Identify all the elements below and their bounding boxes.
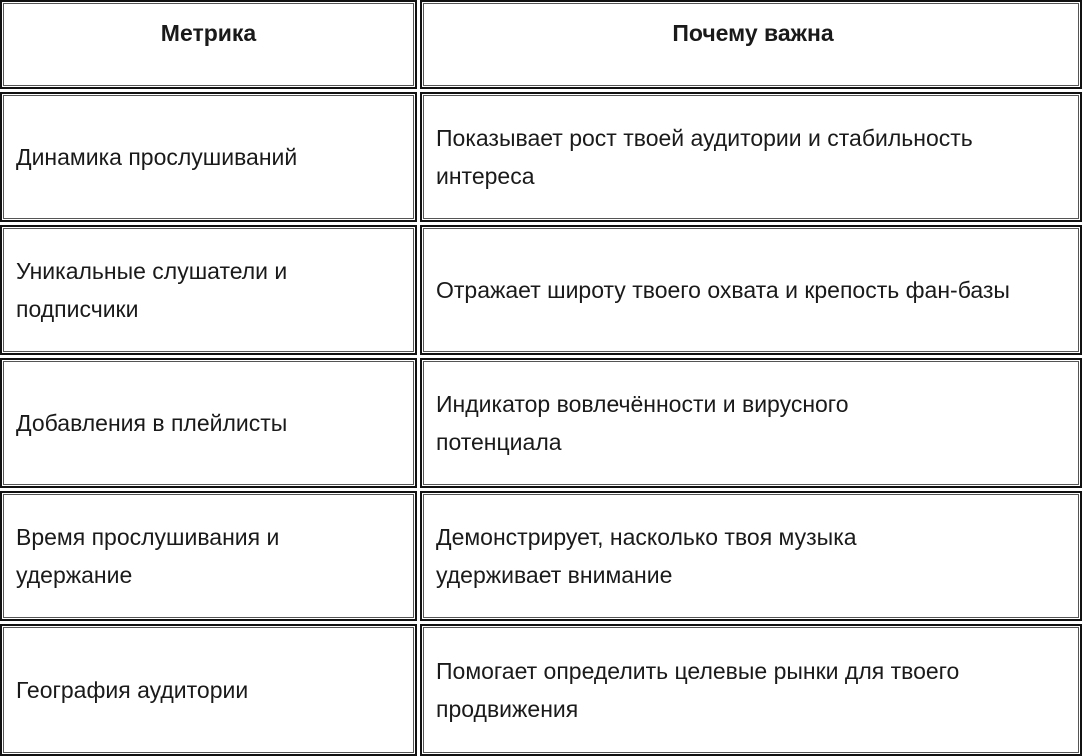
- table-row-why-cell: [420, 624, 1082, 756]
- table-row-metric-cell: [0, 92, 417, 222]
- header-metric-label: Метрика: [160, 20, 257, 46]
- table-row-why-cell: [420, 92, 1082, 222]
- why-text: Индикатор вовлечённости и вирусного потенциала: [436, 391, 849, 455]
- table-row-why-cell: [420, 225, 1082, 355]
- why-text: Помогает определить целевые рынки для твоего продвижения: [436, 658, 960, 722]
- metric-text: Уникальные слушатели и подписчики: [16, 258, 288, 322]
- header-cell-metric: [0, 0, 417, 89]
- table-row-why-cell: [420, 358, 1082, 488]
- table-row-metric-cell: [0, 491, 417, 621]
- header-cell-why: [420, 0, 1082, 89]
- table-row-metric-cell: [0, 358, 417, 488]
- why-text: Показывает рост твоей аудитории и стабильность интереса: [436, 125, 973, 189]
- metric-text: География аудитории: [16, 677, 249, 703]
- table-row-metric-cell: [0, 624, 417, 756]
- table-row-metric-cell: [0, 225, 417, 355]
- metric-text: Динамика прослушиваний: [16, 144, 298, 170]
- metric-text: Добавления в плейлисты: [16, 410, 288, 436]
- header-why-label: Почему важна: [672, 20, 834, 46]
- why-text: Демонстрирует, насколько твоя музыка удерживает внимание: [436, 524, 857, 588]
- metric-text: Время прослушивания и удержание: [16, 524, 280, 588]
- table-row-why-cell: [420, 491, 1082, 621]
- why-text: Отражает широту твоего охвата и крепость фан-базы: [436, 277, 1010, 303]
